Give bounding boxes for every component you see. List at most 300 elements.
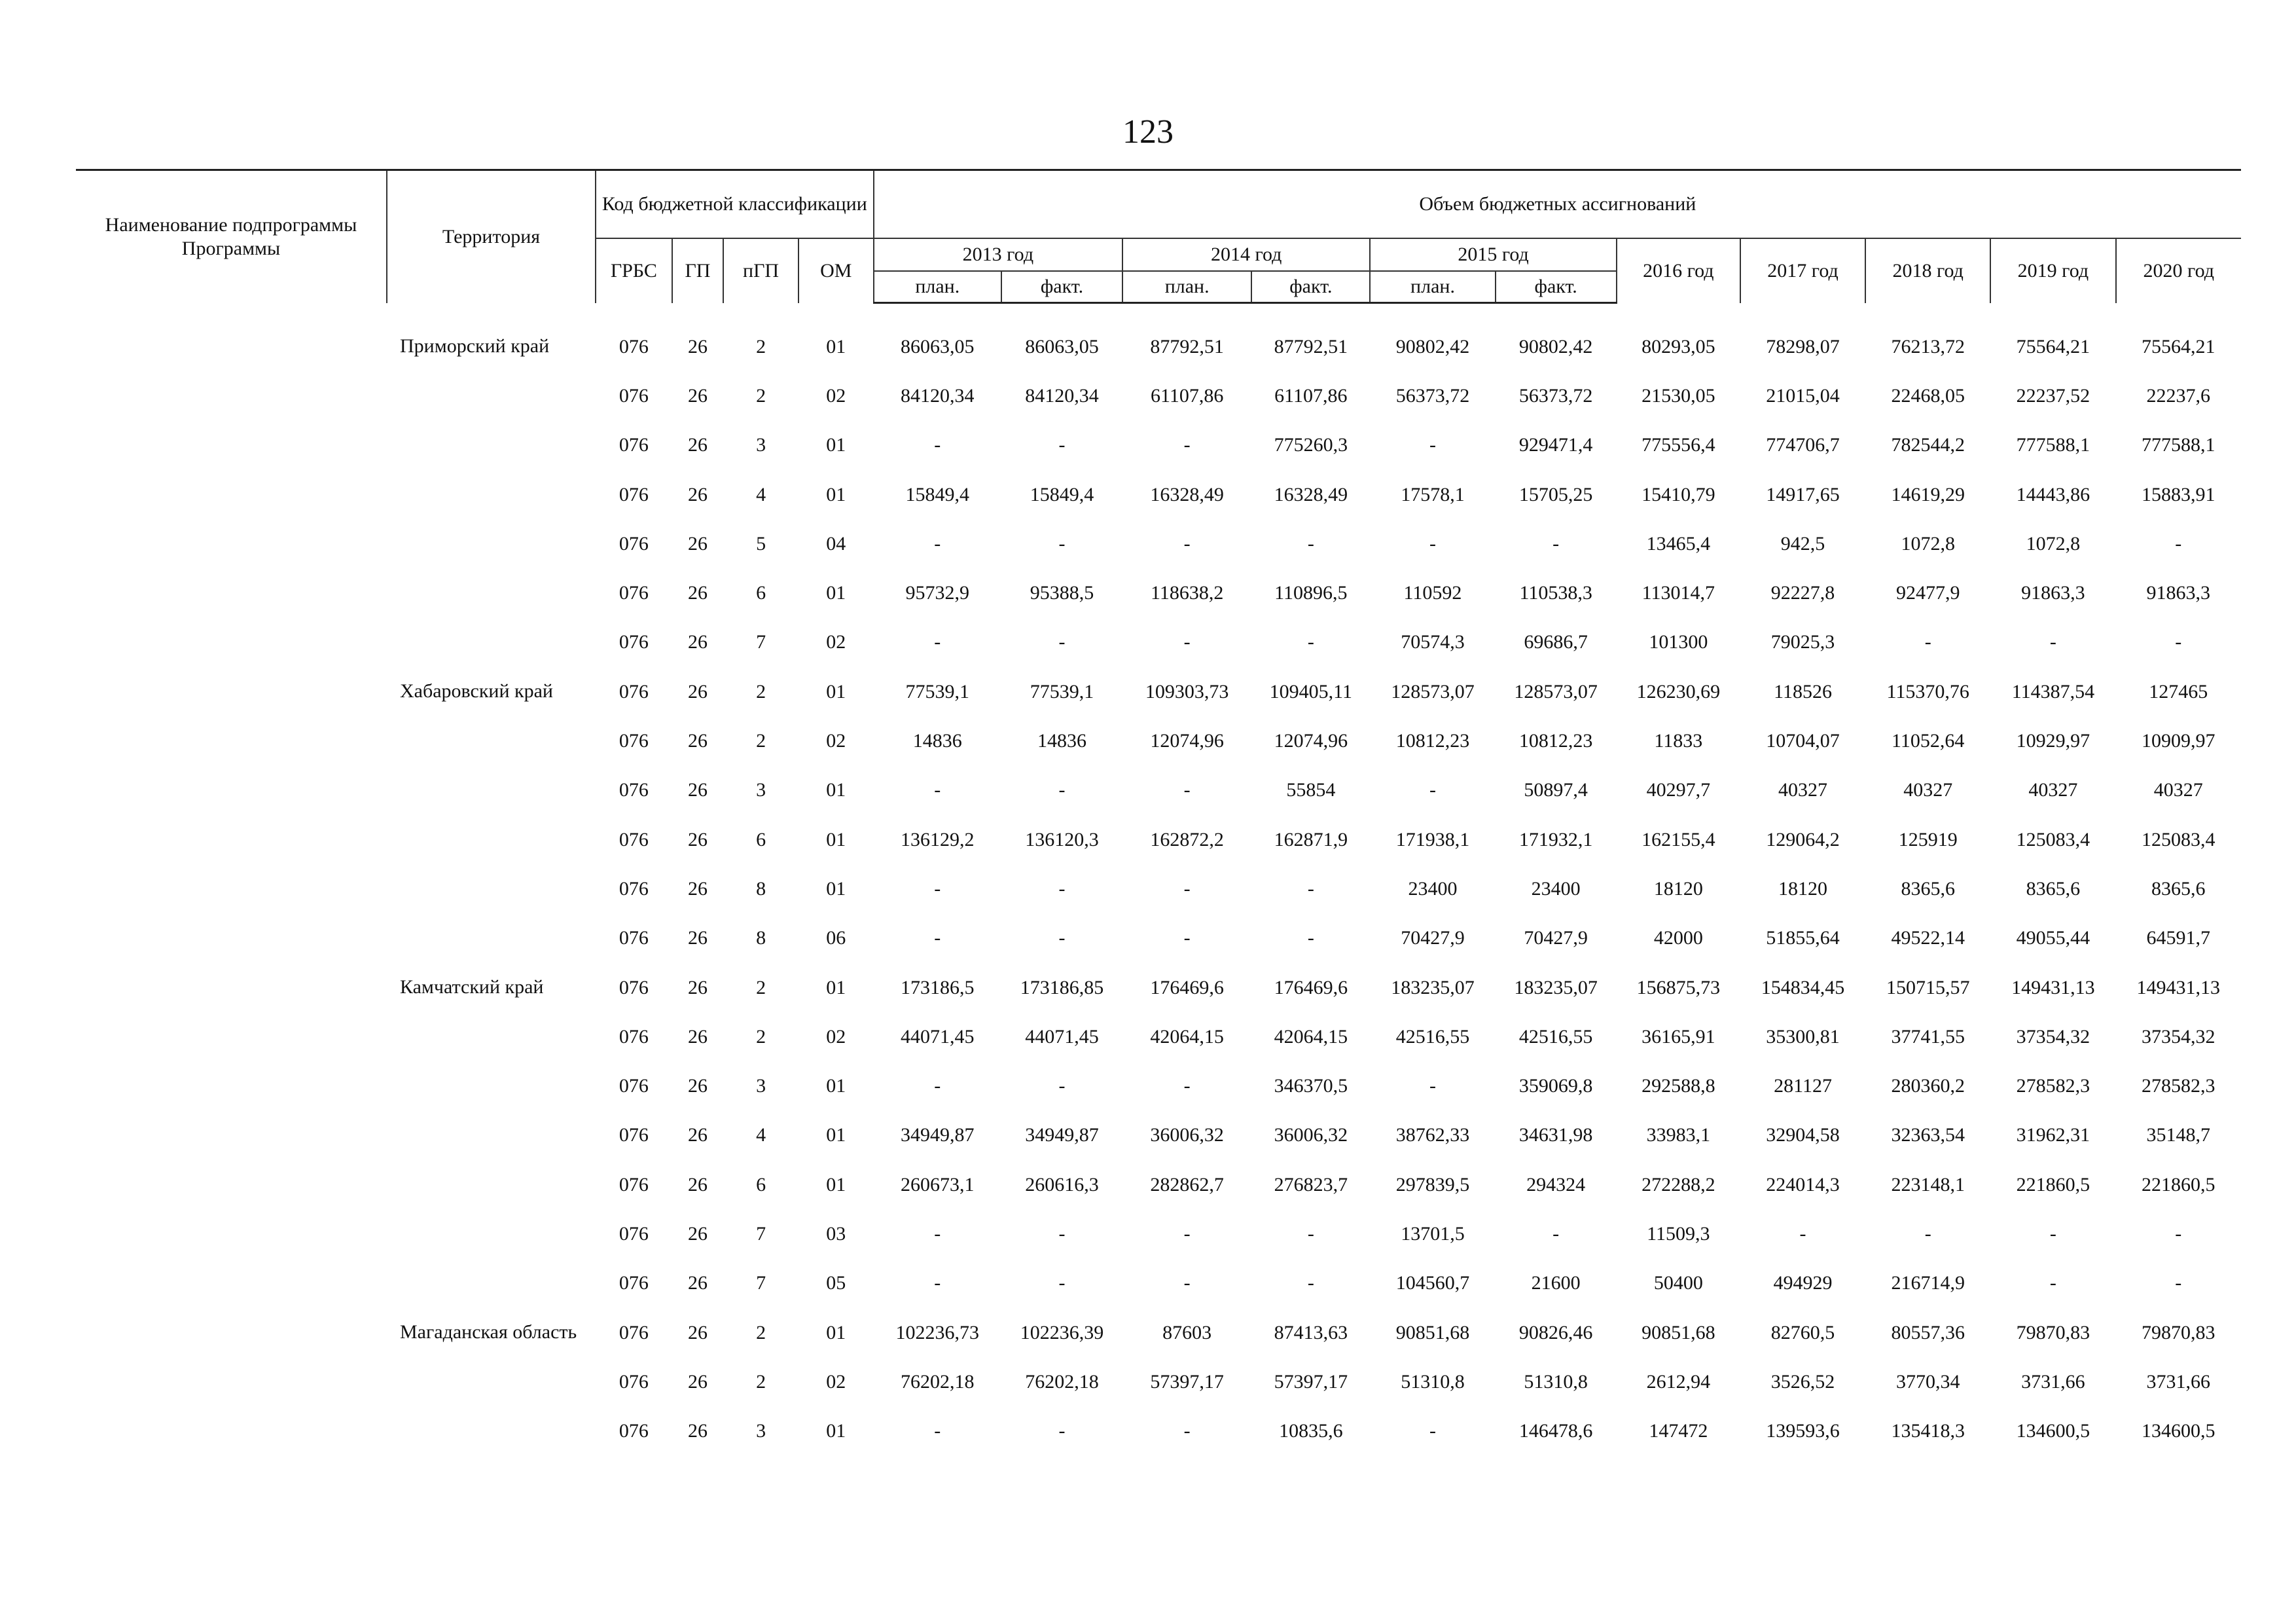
amount-cell: 14443,86: [2016, 483, 2090, 505]
amount-cell: 15883,91: [2142, 483, 2215, 505]
amount-cell: -: [2175, 631, 2182, 653]
header-plan-2015: план.: [1370, 271, 1495, 303]
amount-cell: -: [2049, 1272, 2056, 1294]
amount-cell: -: [1058, 434, 1066, 456]
amount-cell: 35300,81: [1766, 1025, 1840, 1048]
amount-cell: 21530,05: [1641, 384, 1715, 407]
amount-cell: 76202,18: [901, 1370, 975, 1393]
amount-cell: -: [1183, 532, 1191, 555]
code-cell: 076: [619, 1173, 649, 1195]
amount-cell: 18120: [1653, 877, 1703, 900]
amount-cell: 176469,6: [1274, 976, 1348, 998]
amount-cell: -: [934, 927, 941, 949]
amount-cell: 11509,3: [1647, 1222, 1710, 1245]
code-cell: 26: [687, 1124, 708, 1146]
territory-cell: Магаданская область: [399, 1321, 577, 1343]
amount-cell: 86063,05: [1025, 335, 1099, 357]
amount-cell: 91863,3: [2146, 582, 2210, 604]
code-cell: 26: [687, 1272, 708, 1294]
code-cell: 5: [756, 532, 766, 555]
code-cell: 02: [826, 730, 846, 752]
code-cell: 2: [756, 976, 766, 998]
amount-cell: 775260,3: [1274, 434, 1348, 456]
code-cell: 01: [826, 1075, 846, 1097]
amount-cell: 774706,7: [1766, 434, 1840, 456]
amount-cell: 87792,51: [1274, 335, 1348, 357]
code-cell: 26: [687, 779, 708, 801]
amount-cell: 10835,6: [1279, 1420, 1343, 1442]
amount-cell: 128573,07: [1514, 680, 1598, 702]
amount-cell: 77539,1: [905, 680, 970, 702]
spacer-row: [76, 303, 2241, 323]
header-year-2019: 2019 год: [1990, 238, 2115, 303]
header-subprogram: Наименование подпрограммы Программы: [76, 170, 387, 303]
amount-cell: -: [2049, 1222, 2056, 1245]
code-cell: 05: [826, 1272, 846, 1294]
code-cell: 076: [619, 976, 649, 998]
amount-cell: 272288,2: [1641, 1173, 1715, 1195]
amount-cell: -: [2175, 1222, 2182, 1245]
amount-cell: 260616,3: [1025, 1173, 1099, 1195]
amount-cell: 154834,45: [1761, 976, 1845, 998]
amount-cell: 51855,64: [1766, 927, 1840, 949]
amount-cell: 70427,9: [1401, 927, 1465, 949]
code-cell: 076: [619, 1075, 649, 1097]
amount-cell: 79025,3: [1770, 631, 1835, 653]
amount-cell: -: [1058, 877, 1066, 900]
code-cell: 3: [756, 434, 766, 456]
code-cell: 076: [619, 1370, 649, 1393]
code-cell: 26: [687, 335, 708, 357]
amount-cell: 61107,86: [1274, 384, 1348, 407]
amount-cell: 87413,63: [1274, 1321, 1348, 1343]
amount-cell: 95732,9: [905, 582, 970, 604]
amount-cell: 44071,45: [901, 1025, 975, 1048]
amount-cell: 22468,05: [1891, 384, 1965, 407]
amount-cell: 49522,14: [1891, 927, 1965, 949]
amount-cell: 70427,9: [1524, 927, 1588, 949]
amount-cell: 76202,18: [1025, 1370, 1099, 1393]
amount-cell: -: [1183, 779, 1191, 801]
amount-cell: 90802,42: [1518, 335, 1593, 357]
code-cell: 2: [756, 730, 766, 752]
amount-cell: 109405,11: [1269, 680, 1353, 702]
amount-cell: 14836: [912, 730, 962, 752]
amount-cell: 777588,1: [2016, 434, 2090, 456]
amount-cell: 12074,96: [1150, 730, 1224, 752]
amount-cell: 90802,42: [1395, 335, 1470, 357]
amount-cell: 3731,66: [2021, 1370, 2085, 1393]
amount-cell: 942,5: [1780, 532, 1825, 555]
amount-cell: 10812,23: [1395, 730, 1470, 752]
amount-cell: 40327: [2153, 779, 2203, 801]
code-cell: 26: [687, 1222, 708, 1245]
code-cell: 02: [826, 1370, 846, 1393]
territory-cell: Приморский край: [399, 335, 550, 357]
code-cell: 2: [756, 335, 766, 357]
header-year-2015: 2015 год: [1370, 238, 1616, 271]
code-cell: 26: [687, 680, 708, 702]
amount-cell: 33983,1: [1646, 1124, 1711, 1146]
amount-cell: 14619,29: [1891, 483, 1965, 505]
amount-cell: 32904,58: [1766, 1124, 1840, 1146]
amount-cell: 147472: [1649, 1420, 1708, 1442]
amount-cell: 44071,45: [1025, 1025, 1099, 1048]
code-cell: 02: [826, 384, 846, 407]
amount-cell: 101300: [1649, 631, 1708, 653]
amount-cell: 13701,5: [1401, 1222, 1465, 1245]
amount-cell: 134600,5: [2016, 1420, 2090, 1442]
code-cell: 01: [826, 1124, 846, 1146]
amount-cell: 777588,1: [2142, 434, 2215, 456]
amount-cell: -: [1183, 1420, 1191, 1442]
code-cell: 26: [687, 483, 708, 505]
amount-cell: -: [1429, 1420, 1436, 1442]
amount-cell: 34949,87: [1025, 1124, 1099, 1146]
amount-cell: -: [1058, 1222, 1066, 1245]
amount-cell: 110538,3: [1519, 582, 1592, 604]
amount-cell: 127465: [2149, 680, 2208, 702]
code-cell: 2: [756, 680, 766, 702]
amount-cell: 162155,4: [1641, 828, 1715, 850]
amount-cell: -: [934, 877, 941, 900]
amount-cell: 221860,5: [2142, 1173, 2215, 1195]
header-code-grbs: ГРБС: [596, 238, 672, 303]
amount-cell: 32363,54: [1891, 1124, 1965, 1146]
amount-cell: 56373,72: [1395, 384, 1470, 407]
amount-cell: 125083,4: [2142, 828, 2215, 850]
code-cell: 076: [619, 779, 649, 801]
amount-cell: 36006,32: [1150, 1124, 1224, 1146]
amount-cell: 34631,98: [1518, 1124, 1593, 1146]
code-cell: 7: [756, 1222, 766, 1245]
code-cell: 6: [756, 582, 766, 604]
page-number: 123: [1122, 113, 1174, 151]
amount-cell: 21600: [1531, 1272, 1581, 1294]
code-cell: 26: [687, 1025, 708, 1048]
header-fact-2014: факт.: [1251, 271, 1370, 303]
amount-cell: 92477,9: [1895, 582, 1960, 604]
code-cell: 01: [826, 1321, 846, 1343]
code-cell: 01: [826, 680, 846, 702]
amount-cell: 102236,39: [1020, 1321, 1104, 1343]
amount-cell: 16328,49: [1274, 483, 1348, 505]
amount-cell: 1072,8: [1901, 532, 1955, 555]
amount-cell: 92227,8: [1770, 582, 1835, 604]
amount-cell: 90851,68: [1641, 1321, 1715, 1343]
amount-cell: -: [934, 631, 941, 653]
header-year-2020: 2020 год: [2116, 238, 2242, 303]
amount-cell: 929471,4: [1518, 434, 1593, 456]
amount-cell: 84120,34: [1025, 384, 1099, 407]
code-cell: 076: [619, 384, 649, 407]
amount-cell: 3731,66: [2146, 1370, 2210, 1393]
amount-cell: 87792,51: [1150, 335, 1224, 357]
subprogram-name-cell: [76, 322, 387, 1456]
code-cell: 01: [826, 1173, 846, 1195]
amount-cell: -: [1799, 1222, 1806, 1245]
amount-cell: 223148,1: [1891, 1173, 1965, 1195]
amount-cell: -: [1429, 779, 1436, 801]
amount-cell: 1072,8: [2026, 532, 2081, 555]
amount-cell: 57397,17: [1150, 1370, 1224, 1393]
amount-cell: 80293,05: [1641, 335, 1715, 357]
amount-cell: 3526,52: [1770, 1370, 1835, 1393]
amount-cell: -: [2049, 631, 2056, 653]
code-cell: 076: [619, 1222, 649, 1245]
code-cell: 26: [687, 877, 708, 900]
code-cell: 04: [826, 532, 846, 555]
amount-cell: 55854: [1286, 779, 1336, 801]
amount-cell: -: [1552, 1222, 1560, 1245]
amount-cell: 173186,85: [1020, 976, 1104, 998]
amount-cell: 8365,6: [2151, 877, 2206, 900]
amount-cell: -: [1307, 1222, 1314, 1245]
header-year-2018: 2018 год: [1865, 238, 1990, 303]
amount-cell: -: [1183, 434, 1191, 456]
header-code-gp: ГП: [672, 238, 723, 303]
code-cell: 076: [619, 532, 649, 555]
amount-cell: 173186,5: [901, 976, 975, 998]
amount-cell: -: [1183, 1272, 1191, 1294]
amount-cell: 118526: [1774, 680, 1832, 702]
amount-cell: 156875,73: [1636, 976, 1721, 998]
amount-cell: -: [1183, 1222, 1191, 1245]
amount-cell: 775556,4: [1641, 434, 1715, 456]
amount-cell: 134600,5: [2142, 1420, 2215, 1442]
amount-cell: 276823,7: [1274, 1173, 1348, 1195]
table-body: [76, 303, 2241, 1456]
amount-cell: 40297,7: [1646, 779, 1711, 801]
code-cell: 01: [826, 582, 846, 604]
amount-cell: 34949,87: [901, 1124, 975, 1146]
code-cell: 3: [756, 1420, 766, 1442]
amount-cell: -: [1307, 927, 1314, 949]
amount-cell: 38762,33: [1395, 1124, 1470, 1146]
amount-cell: 125083,4: [2016, 828, 2090, 850]
code-cell: 26: [687, 730, 708, 752]
amount-cell: 3770,34: [1895, 1370, 1960, 1393]
amount-cell: 42064,15: [1274, 1025, 1348, 1048]
amount-cell: 149431,13: [2136, 976, 2220, 998]
code-cell: 01: [826, 434, 846, 456]
amount-cell: 139593,6: [1766, 1420, 1840, 1442]
amount-cell: -: [1183, 877, 1191, 900]
code-cell: 02: [826, 1025, 846, 1048]
amount-cell: 125919: [1898, 828, 1958, 850]
amount-cell: 35148,7: [2146, 1124, 2210, 1146]
code-cell: 03: [826, 1222, 846, 1245]
amount-cell: -: [2175, 532, 2182, 555]
amount-cell: 13465,4: [1646, 532, 1711, 555]
amount-cell: 82760,5: [1770, 1321, 1835, 1343]
amount-cell: -: [1429, 434, 1436, 456]
amount-cell: 51310,8: [1401, 1370, 1465, 1393]
code-cell: 076: [619, 1025, 649, 1048]
amount-cell: 86063,05: [901, 335, 975, 357]
amount-cell: 294324: [1526, 1173, 1586, 1195]
amount-cell: 115370,76: [1886, 680, 1969, 702]
amount-cell: -: [1058, 779, 1066, 801]
amount-cell: 149431,13: [2011, 976, 2095, 998]
amount-cell: 37741,55: [1891, 1025, 1965, 1048]
code-cell: 076: [619, 335, 649, 357]
amount-cell: -: [1058, 1075, 1066, 1097]
territory-cell: Камчатский край: [399, 976, 544, 998]
amount-cell: 56373,72: [1518, 384, 1593, 407]
amount-cell: 102236,73: [895, 1321, 980, 1343]
amount-cell: 22237,6: [2146, 384, 2210, 407]
amount-cell: -: [1058, 1420, 1066, 1442]
amount-cell: 17578,1: [1401, 483, 1465, 505]
amount-cell: 136120,3: [1025, 828, 1099, 850]
amount-cell: 49055,44: [2016, 927, 2090, 949]
amount-cell: 346370,5: [1274, 1075, 1348, 1097]
code-cell: 4: [756, 1124, 766, 1146]
amount-cell: -: [1307, 877, 1314, 900]
amount-cell: -: [1183, 927, 1191, 949]
code-cell: 3: [756, 1075, 766, 1097]
amount-cell: 494929: [1773, 1272, 1833, 1294]
amount-cell: 15410,79: [1641, 483, 1715, 505]
code-cell: 6: [756, 828, 766, 850]
amount-cell: 136129,2: [901, 828, 975, 850]
amount-cell: 78298,07: [1766, 335, 1840, 357]
amount-cell: -: [1058, 631, 1066, 653]
amount-cell: 61107,86: [1150, 384, 1224, 407]
header-budget-code: Код бюджетной классификации: [596, 170, 874, 239]
amount-cell: 80557,36: [1891, 1321, 1965, 1343]
territory-cell: Хабаровский край: [399, 680, 553, 702]
amount-cell: -: [1058, 927, 1066, 949]
amount-cell: -: [1307, 1272, 1314, 1294]
code-cell: 076: [619, 483, 649, 505]
amount-cell: 782544,2: [1891, 434, 1965, 456]
amount-cell: 31962,31: [2016, 1124, 2090, 1146]
code-cell: 26: [687, 434, 708, 456]
amount-cell: 104560,7: [1395, 1272, 1470, 1294]
amount-cell: 10929,97: [2016, 730, 2090, 752]
amount-cell: 37354,32: [2142, 1025, 2215, 1048]
amount-cell: -: [1183, 1075, 1191, 1097]
amount-cell: 126230,69: [1636, 680, 1721, 702]
code-cell: 26: [687, 1321, 708, 1343]
amount-cell: 70574,3: [1401, 631, 1465, 653]
code-cell: 01: [826, 877, 846, 900]
amount-cell: 146478,6: [1518, 1420, 1593, 1442]
amount-cell: 42516,55: [1518, 1025, 1593, 1048]
code-cell: 8: [756, 927, 766, 949]
code-cell: 01: [826, 335, 846, 357]
amount-cell: 10812,23: [1518, 730, 1593, 752]
amount-cell: 23400: [1408, 877, 1458, 900]
amount-cell: 15849,4: [905, 483, 970, 505]
code-cell: 7: [756, 631, 766, 653]
amount-cell: 51310,8: [1524, 1370, 1588, 1393]
amount-cell: 110592: [1403, 582, 1462, 604]
code-cell: 26: [687, 828, 708, 850]
amount-cell: 118638,2: [1150, 582, 1224, 604]
amount-cell: 216714,9: [1891, 1272, 1965, 1294]
header-fact-2013: факт.: [1001, 271, 1122, 303]
code-cell: 076: [619, 1321, 649, 1343]
amount-cell: 42064,15: [1150, 1025, 1224, 1048]
amount-cell: 10704,07: [1766, 730, 1840, 752]
header-year-2016: 2016 год: [1617, 238, 1740, 303]
amount-cell: 21015,04: [1766, 384, 1840, 407]
amount-cell: 40327: [1903, 779, 1953, 801]
amount-cell: 113014,7: [1641, 582, 1715, 604]
amount-cell: -: [1183, 631, 1191, 653]
amount-cell: 75564,21: [2142, 335, 2215, 357]
code-cell: 26: [687, 582, 708, 604]
amount-cell: 8365,6: [2026, 877, 2081, 900]
amount-cell: -: [934, 532, 941, 555]
table-row: [76, 322, 2241, 371]
code-cell: 076: [619, 1420, 649, 1442]
header-volume: Объем бюджетных ассигнований: [874, 170, 2241, 239]
amount-cell: -: [1307, 631, 1314, 653]
amount-cell: 278582,3: [2016, 1075, 2090, 1097]
amount-cell: 75564,21: [2016, 335, 2090, 357]
amount-cell: 128573,07: [1391, 680, 1475, 702]
amount-cell: -: [1058, 1272, 1066, 1294]
table-row: [76, 667, 2241, 716]
code-cell: 076: [619, 1124, 649, 1146]
amount-cell: 42000: [1653, 927, 1703, 949]
amount-cell: 12074,96: [1274, 730, 1348, 752]
code-cell: 076: [619, 730, 649, 752]
amount-cell: 359069,8: [1518, 1075, 1593, 1097]
amount-cell: -: [1429, 1075, 1436, 1097]
code-cell: 26: [687, 631, 708, 653]
amount-cell: 10909,97: [2142, 730, 2215, 752]
code-cell: 26: [687, 1420, 708, 1442]
amount-cell: 171932,1: [1518, 828, 1593, 850]
code-cell: 7: [756, 1272, 766, 1294]
amount-cell: 162871,9: [1274, 828, 1348, 850]
amount-cell: -: [2175, 1272, 2182, 1294]
amount-cell: 297839,5: [1395, 1173, 1470, 1195]
amount-cell: 110896,5: [1274, 582, 1348, 604]
amount-cell: -: [934, 434, 941, 456]
code-cell: 26: [687, 384, 708, 407]
header-code-pgp: пГП: [723, 238, 798, 303]
amount-cell: -: [1924, 631, 1931, 653]
amount-cell: 95388,5: [1030, 582, 1094, 604]
code-cell: 01: [826, 779, 846, 801]
code-cell: 6: [756, 1173, 766, 1195]
code-cell: 076: [619, 1272, 649, 1294]
code-cell: 26: [687, 1173, 708, 1195]
amount-cell: 90851,68: [1395, 1321, 1470, 1343]
amount-cell: 282862,7: [1150, 1173, 1224, 1195]
code-cell: 01: [826, 483, 846, 505]
header-code-om: ОМ: [798, 238, 874, 303]
amount-cell: 37354,32: [2016, 1025, 2090, 1048]
code-cell: 2: [756, 1370, 766, 1393]
amount-cell: -: [934, 1272, 941, 1294]
code-cell: 076: [619, 582, 649, 604]
code-cell: 26: [687, 1075, 708, 1097]
amount-cell: 183235,07: [1391, 976, 1475, 998]
amount-cell: 57397,17: [1274, 1370, 1348, 1393]
amount-cell: 109303,73: [1145, 680, 1229, 702]
code-cell: 076: [619, 680, 649, 702]
budget-allocation-table: [76, 169, 2241, 1456]
code-cell: 3: [756, 779, 766, 801]
amount-cell: 87603: [1162, 1321, 1212, 1343]
